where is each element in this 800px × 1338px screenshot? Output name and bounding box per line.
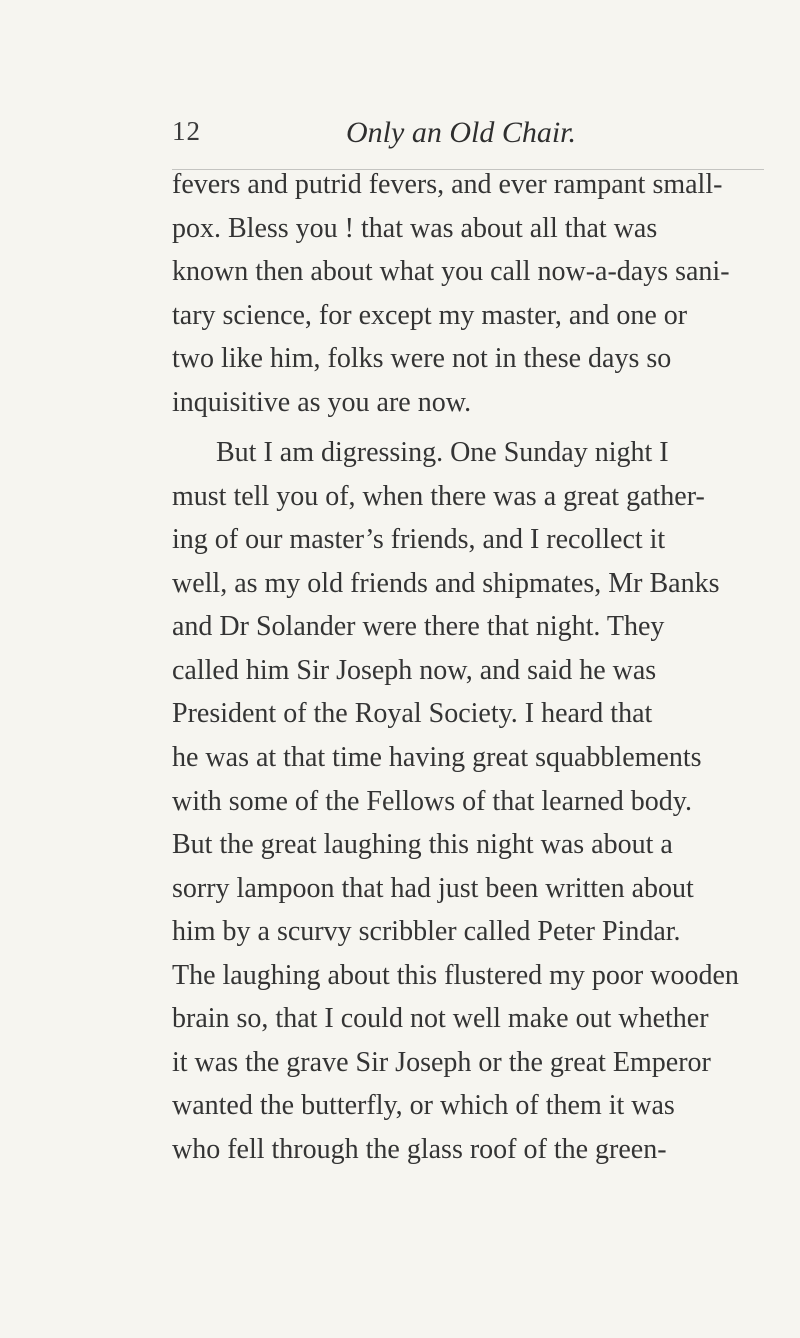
paragraph-start-line: But I am digressing. One Sunday night I (216, 437, 669, 468)
page-header (172, 116, 772, 166)
text-line: who fell through the glass roof of the green- (172, 1134, 667, 1165)
text-line: and Dr Solander were there that night. They (172, 611, 665, 642)
text-line: inquisitive as you are now. (172, 387, 472, 418)
page-number: 12 (172, 116, 201, 146)
text-line: he was at that time having great squabblements (172, 742, 702, 773)
text-line: called him Sir Joseph now, and said he was (172, 655, 657, 686)
text-line: him by a scurvy scribbler called Peter Pindar. (172, 916, 681, 947)
text-line: with some of the Fellows of that learned body. (172, 786, 692, 817)
text-line: well, as my old friends and shipmates, Mr Banks (172, 568, 720, 599)
text-line: two like him, folks were not in these days so (172, 343, 672, 374)
text-line: brain so, that I could not well make out whether (172, 1003, 709, 1034)
text-line: But the great laughing this night was about a (172, 829, 673, 860)
text-line: pox. Bless you ! that was about all that was (172, 213, 658, 244)
text-line: President of the Royal Society. I heard that (172, 698, 653, 729)
text-line: must tell you of, when there was a great gather- (172, 481, 705, 512)
text-line: tary science, for except my master, and one or (172, 300, 688, 331)
text-line: wanted the butterfly, or which of them it was (172, 1090, 675, 1121)
text-line: it was the grave Sir Joseph or the great Emperor (172, 1047, 711, 1078)
text-line: fevers and putrid fevers, and ever rampant small- (172, 169, 723, 200)
text-line: ing of our master’s friends, and I recollect it (172, 524, 666, 555)
text-line: known then about what you call now-a-days sani- (172, 256, 730, 287)
running-title: Only an Old Chair. (346, 116, 577, 149)
text-line: The laughing about this flustered my poor wooden (172, 960, 739, 991)
text-line: sorry lampoon that had just been written about (172, 873, 694, 904)
